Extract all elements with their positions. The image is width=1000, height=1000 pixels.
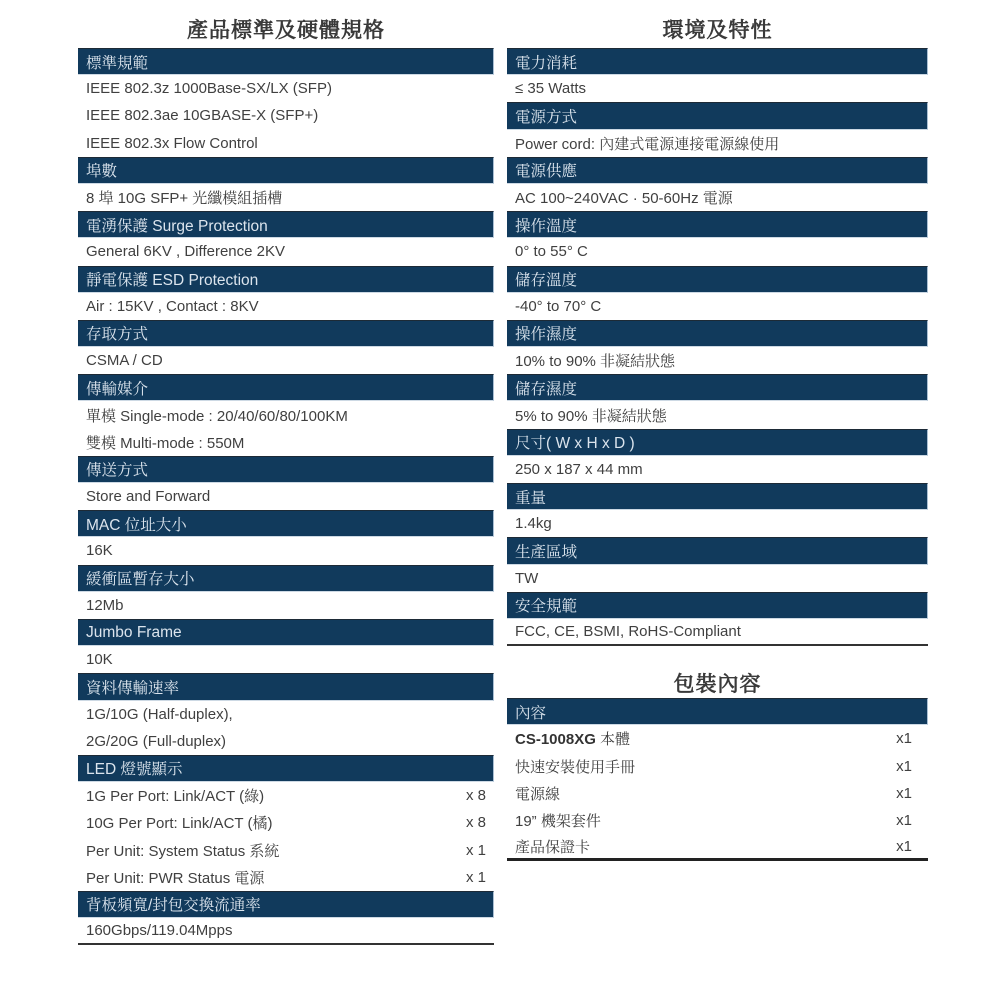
spec-value-label: Air : 15KV , Contact : 8KV bbox=[86, 297, 259, 315]
spec-header-label: 緩衝區暫存大小 bbox=[86, 571, 195, 589]
spec-value-row bbox=[78, 293, 494, 320]
spec-header-label: Jumbo Frame bbox=[86, 623, 182, 641]
spec-header-row bbox=[78, 456, 494, 483]
quantity-value: x1 bbox=[896, 837, 912, 855]
spec-value-row bbox=[507, 456, 928, 483]
spec-value-label: 產品保證卡 bbox=[515, 838, 591, 856]
spec-header-row bbox=[78, 565, 494, 592]
spec-value-label: General 6KV , Difference 2KV bbox=[86, 243, 285, 261]
spec-header-label: LED 燈號顯示 bbox=[86, 761, 183, 779]
spec-value-row bbox=[507, 725, 928, 752]
spec-value-label: 2G/20G (Full-duplex) bbox=[86, 732, 227, 750]
spec-header-label: 電湧保護 Surge Protection bbox=[86, 217, 268, 235]
spec-value-label: 單模 Single-mode : 20/40/60/80/100KM bbox=[86, 407, 348, 425]
spec-value-row bbox=[507, 293, 928, 320]
spec-header-row bbox=[78, 510, 494, 537]
spec-value-row bbox=[78, 728, 494, 755]
spec-header-row bbox=[507, 592, 928, 619]
spec-value-row bbox=[78, 238, 494, 265]
spec-header-label: 操作濕度 bbox=[515, 326, 578, 344]
spec-header-label: 標準規範 bbox=[86, 54, 149, 72]
spec-value-label: AC 100~240VAC · 50-60Hz 電源 bbox=[515, 190, 733, 208]
spec-header-label: 背板頻寬/封包交換流通率 bbox=[86, 897, 261, 915]
hardware-section-title: 產品標準及硬體規格 bbox=[187, 19, 385, 42]
spec-header-row bbox=[507, 698, 928, 725]
spec-header-row bbox=[507, 374, 928, 401]
spec-value-row bbox=[78, 483, 494, 510]
spec-header-label: 操作溫度 bbox=[515, 217, 578, 235]
spec-header-label: 生產區域 bbox=[515, 543, 578, 561]
spec-value-row bbox=[507, 807, 928, 834]
spec-value-row bbox=[78, 401, 494, 428]
product-model: CS-1008XG bbox=[515, 731, 596, 749]
spec-value-label: 19” 機架套件 bbox=[515, 812, 601, 830]
quantity-value: x 8 bbox=[465, 814, 486, 832]
spec-value-row bbox=[78, 184, 494, 211]
spec-header-label: 尺寸( W x H x D ) bbox=[515, 435, 635, 453]
spec-value-row bbox=[78, 429, 494, 456]
quantity-value: x1 bbox=[896, 811, 912, 829]
spec-header-row bbox=[78, 374, 494, 401]
spec-value-row bbox=[78, 864, 494, 891]
spec-value-label: Power cord: 內建式電源連接電源線使用 bbox=[515, 135, 780, 153]
spec-header-label: 資料傳輸速率 bbox=[86, 679, 180, 697]
package-contents-table bbox=[507, 698, 928, 861]
quantity-value: x1 bbox=[896, 730, 912, 748]
spec-value-label: 雙模 Multi-mode : 550M bbox=[86, 434, 245, 452]
spec-header-row bbox=[78, 755, 494, 782]
environment-section-title: 環境及特性 bbox=[662, 19, 773, 42]
spec-value-label: ≤ 35 Watts bbox=[515, 80, 587, 98]
spec-header-row bbox=[78, 891, 494, 918]
spec-value-label: 8 埠 10G SFP+ 光纖模組插槽 bbox=[86, 190, 283, 208]
spec-value-row bbox=[507, 753, 928, 780]
spec-value-row bbox=[78, 701, 494, 728]
spec-header-label: 電源供應 bbox=[515, 163, 578, 181]
spec-header-row bbox=[507, 102, 928, 129]
spec-header-label: 傳送方式 bbox=[86, 462, 149, 480]
spec-header-label: 內容 bbox=[515, 704, 547, 722]
spec-value-row bbox=[78, 130, 494, 157]
spec-header-label: 傳輸媒介 bbox=[86, 380, 149, 398]
spec-value-label: 0° to 55° C bbox=[515, 243, 588, 261]
quantity-value: x 8 bbox=[465, 787, 486, 805]
spec-header-row bbox=[78, 320, 494, 347]
spec-value-label: 10% to 90% 非凝結狀態 bbox=[515, 353, 676, 371]
spec-value-row bbox=[507, 401, 928, 428]
quantity-value: x 1 bbox=[465, 868, 486, 886]
spec-value-row bbox=[78, 347, 494, 374]
spec-value-label: 12Mb bbox=[86, 596, 124, 614]
spec-value-label: CS-1008XG 本體 bbox=[515, 731, 631, 749]
spec-value-label: 1G Per Port: Link/ACT (綠) bbox=[86, 788, 265, 806]
spec-value-row bbox=[507, 619, 928, 646]
spec-header-row bbox=[507, 483, 928, 510]
spec-header-row bbox=[507, 266, 928, 293]
spec-value-label: 160Gbps/119.04Mpps bbox=[86, 922, 233, 940]
spec-header-row bbox=[507, 157, 928, 184]
spec-value-row bbox=[78, 75, 494, 102]
spec-value-label: 電源線 bbox=[515, 785, 561, 803]
spec-header-row bbox=[507, 211, 928, 238]
spec-value-row bbox=[78, 592, 494, 619]
spec-value-label: Per Unit: PWR Status 電源 bbox=[86, 869, 265, 887]
spec-value-label: 1.4kg bbox=[515, 515, 552, 533]
spec-value-label: 250 x 187 x 44 mm bbox=[515, 460, 643, 478]
spec-value-row bbox=[78, 102, 494, 129]
spec-header-label: 靜電保護 ESD Protection bbox=[86, 272, 259, 290]
spec-header-label: MAC 位址大小 bbox=[86, 516, 187, 534]
spec-value-row bbox=[78, 836, 494, 863]
environment-spec-table bbox=[507, 48, 928, 646]
hardware-spec-table bbox=[78, 48, 494, 945]
spec-value-row bbox=[507, 75, 928, 102]
spec-value-label: IEEE 802.3ae 10GBASE-X (SFP+) bbox=[86, 107, 319, 125]
spec-value-label: 1G/10G (Half-duplex), bbox=[86, 705, 233, 723]
spec-header-row bbox=[507, 537, 928, 564]
spec-value-label: 16K bbox=[86, 542, 113, 560]
spec-value-row bbox=[78, 918, 494, 945]
spec-value-label: 10K bbox=[86, 651, 113, 669]
spec-value-row bbox=[78, 809, 494, 836]
spec-header-row bbox=[78, 157, 494, 184]
spec-value-label: -40° to 70° C bbox=[515, 297, 602, 315]
hardware-spec-section bbox=[78, 10, 494, 945]
spec-value-row bbox=[507, 780, 928, 807]
spec-value-row bbox=[78, 782, 494, 809]
spec-value-row bbox=[507, 130, 928, 157]
spec-header-row bbox=[78, 211, 494, 238]
package-section-title: 包裝內容 bbox=[673, 673, 762, 697]
spec-value-row bbox=[507, 184, 928, 211]
quantity-value: x1 bbox=[896, 757, 912, 775]
quantity-value: x1 bbox=[896, 784, 912, 802]
spec-header-row bbox=[78, 266, 494, 293]
spec-value-row bbox=[507, 238, 928, 265]
spec-header-label: 重量 bbox=[515, 489, 547, 507]
spec-value-label: 10G Per Port: Link/ACT (橘) bbox=[86, 815, 273, 833]
spec-header-row bbox=[507, 429, 928, 456]
spec-value-label: 5% to 90% 非凝結狀態 bbox=[515, 407, 667, 425]
spec-value-label: 快速安裝使用手冊 bbox=[515, 758, 636, 776]
spec-header-row bbox=[78, 48, 494, 75]
spec-header-label: 儲存溫度 bbox=[515, 272, 578, 290]
spec-header-label: 儲存濕度 bbox=[515, 380, 578, 398]
spec-value-label: IEEE 802.3z 1000Base-SX/LX (SFP) bbox=[86, 80, 332, 98]
spec-value-label: Store and Forward bbox=[86, 488, 211, 506]
spec-header-label: 安全規範 bbox=[515, 598, 578, 616]
spec-header-row bbox=[78, 673, 494, 700]
spec-header-row bbox=[78, 619, 494, 646]
spec-value-label: FCC, CE, BSMI, RoHS-Compliant bbox=[515, 623, 741, 641]
spec-header-label: 埠數 bbox=[86, 163, 118, 181]
spec-header-row bbox=[507, 48, 928, 75]
spec-value-label: TW bbox=[515, 569, 539, 587]
spec-value-label: IEEE 802.3x Flow Control bbox=[86, 134, 258, 152]
quantity-value: x 1 bbox=[465, 841, 486, 859]
spec-value-row bbox=[507, 347, 928, 374]
spec-header-row bbox=[507, 320, 928, 347]
spec-header-label: 存取方式 bbox=[86, 326, 149, 344]
spec-value-row bbox=[507, 565, 928, 592]
spec-value-row bbox=[507, 510, 928, 537]
spec-value-label: CSMA / CD bbox=[86, 352, 163, 370]
spec-value-label: Per Unit: System Status 系統 bbox=[86, 842, 280, 860]
environment-and-package-section bbox=[507, 10, 928, 861]
spec-value-row bbox=[78, 537, 494, 564]
spec-header-label: 電源方式 bbox=[515, 108, 578, 126]
spec-header-label: 電力消耗 bbox=[515, 54, 578, 72]
spec-value-row bbox=[78, 646, 494, 673]
spec-value-row bbox=[507, 834, 928, 861]
